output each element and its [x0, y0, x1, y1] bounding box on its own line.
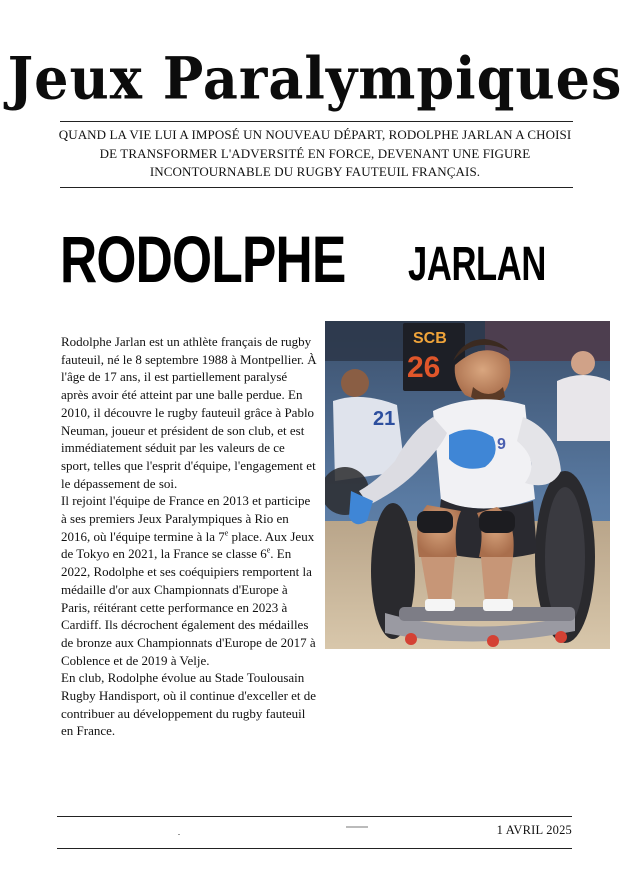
scoreboard-score: 26: [407, 351, 441, 384]
scoreboard-label: SCB: [413, 330, 447, 347]
article-body: [61, 333, 317, 740]
divider-footer-bottom: [57, 848, 572, 849]
ordinal-superscript: e: [266, 546, 271, 556]
divider-lede: [60, 187, 573, 188]
divider-footer-top: [57, 816, 572, 817]
article-paragraph-3: En club, Rodolphe évolue au Stade Toulousain Rugby Handisport, où il continue d'exceller et de contribuer au développement du rugby fauteuil en France.: [61, 670, 317, 739]
background-jersey-number: 21: [373, 408, 396, 430]
divider-top: [60, 121, 573, 122]
footer-mark: [346, 826, 368, 828]
headline-first-name: RODOLPHE: [60, 222, 346, 296]
article-paragraph-1: Rodolphe Jarlan est un athlète français de rugby fauteuil, né le 8 septembre 1988 à Montpellier. À l'âge de 17 ans, il est partiellement paralysé après avoir été atteint par une balle perdue. En 2010, il découvre le rugby fauteuil grâce à Pablo Neuman, joueur et président de son club, et est immédiatement séduit par les valeurs de ce sport, telles que l'esprit d'équipe, l'engagement et le dépassement de soi.: [61, 334, 317, 491]
headline-last-name: JARLAN: [408, 238, 547, 291]
article-paragraph-2-part-c: . En 2022, Rodolphe et ses coéquipiers remportent la médaille d'or aux Championnats d'Europe à Paris, réitérant cette performance en 2023 à Cardiff. Ils décrochent également des médailles de bronze aux Championnats d'Europe de 2017 à Coblence et de 2019 à Velje.: [61, 546, 316, 668]
footer-dot: [178, 834, 180, 835]
lede-text: QUAND LA VIE LUI A IMPOSÉ UN NOUVEAU DÉPART, RODOLPHE JARLAN A CHOISI DE TRANSFORMER L'ADVERSITÉ EN FORCE, DEVENANT UNE FIGURE INCONTOURNABLE DU RUGBY FAUTEUIL FRANÇAIS.: [58, 127, 572, 179]
athlete-photo: [325, 321, 610, 649]
article-paragraph-2-part-a: Il rejoint l'équipe de France en 2013 et participe à ses premiers Jeux Paralympiques à Rio en 2016, où l'équipe termine à la 7: [61, 493, 311, 544]
article-paragraph-2: [61, 492, 317, 669]
masthead-title: Jeux Paralympiques: [7, 43, 623, 113]
jersey-number: 9: [497, 436, 506, 453]
ordinal-superscript: e: [224, 528, 229, 538]
issue-date: 1 AVRIL 2025: [496, 823, 572, 837]
article-paragraph-2-part-b: place. Aux Jeux de Tokyo en 2021, la France se classe 6: [61, 528, 315, 562]
